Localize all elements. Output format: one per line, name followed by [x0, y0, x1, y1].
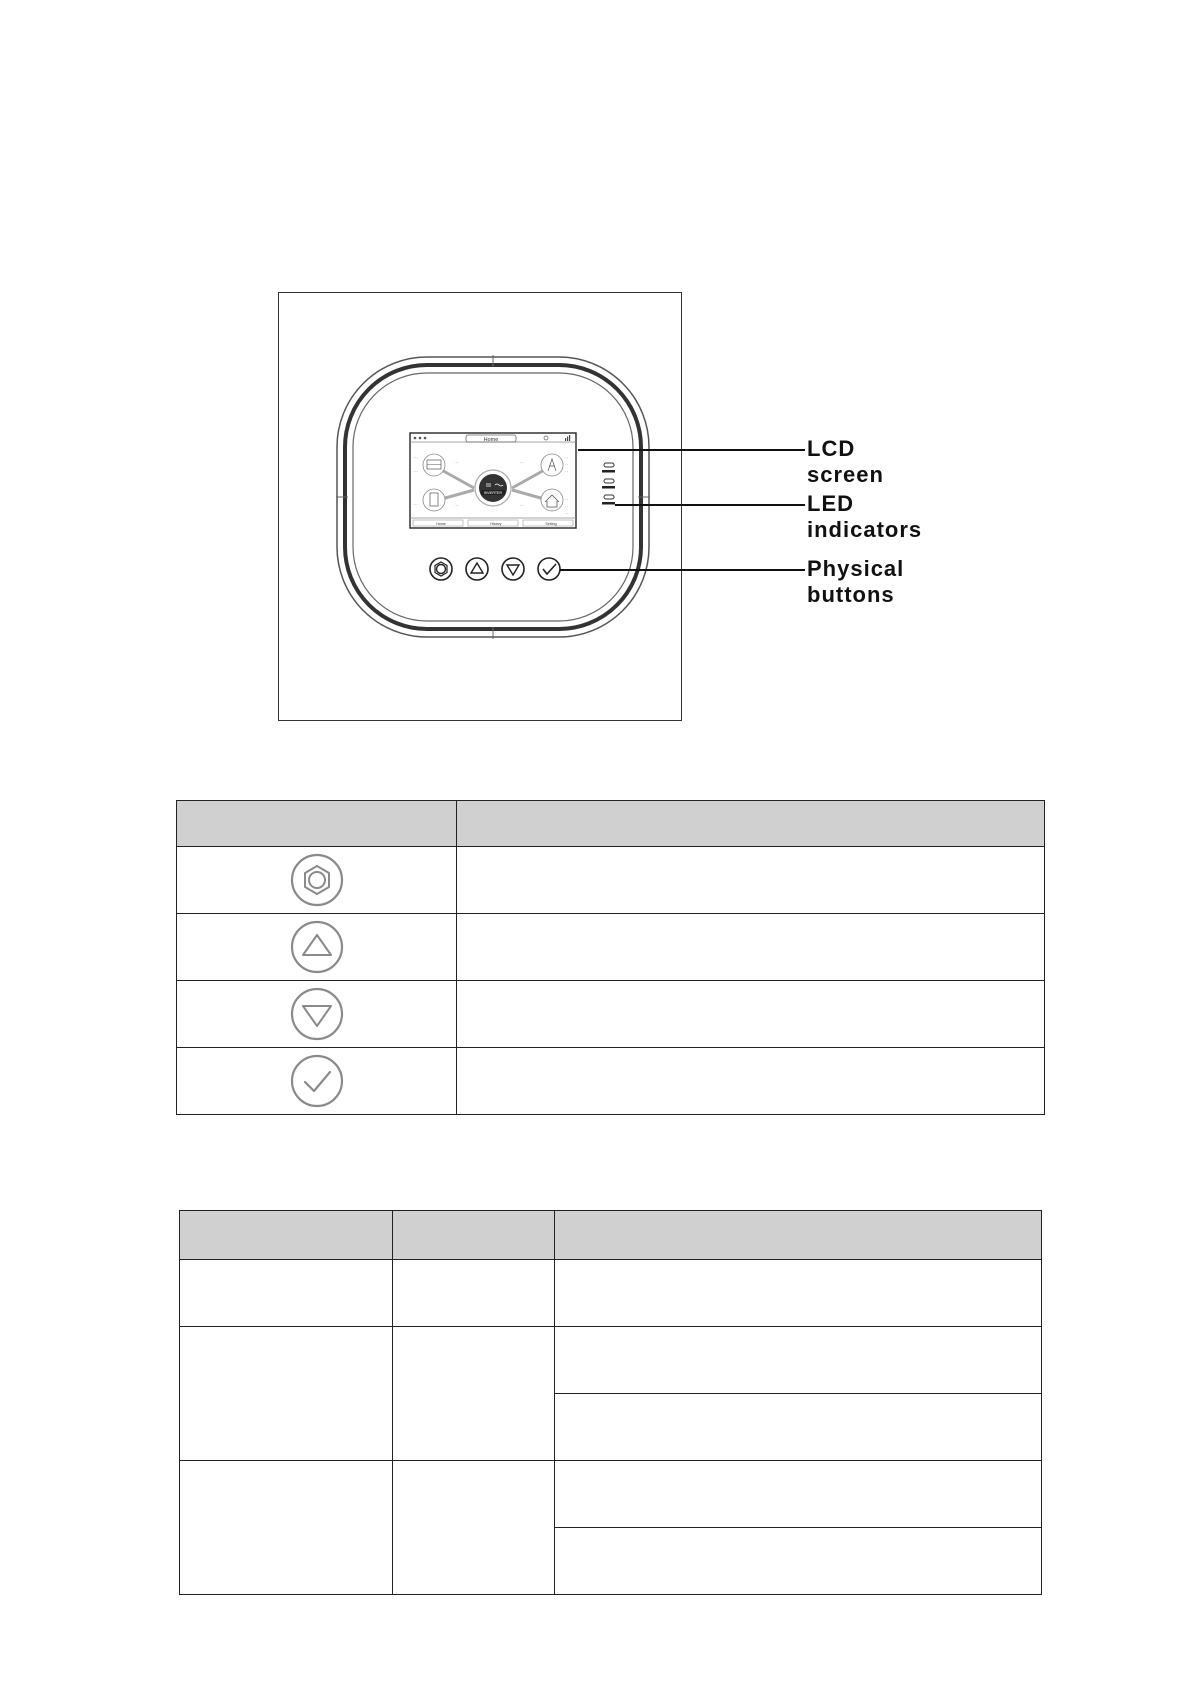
- led-indicators: [602, 463, 615, 505]
- table-row: [177, 914, 1045, 981]
- table-row: [180, 1260, 1042, 1327]
- button-description: [457, 847, 1045, 914]
- led-status-cell: [393, 1327, 555, 1461]
- physical-buttons: [430, 558, 560, 580]
- led-description-cell: [555, 1461, 1042, 1528]
- arrow-down-icon: [289, 986, 345, 1042]
- led-table-header-cell: [180, 1211, 393, 1260]
- table-row: [180, 1461, 1042, 1528]
- svg-text:- - -: - - -: [413, 455, 418, 459]
- led-name-cell: [180, 1327, 393, 1461]
- led-table-header-cell: [555, 1211, 1042, 1260]
- screen-tab-history: History: [490, 522, 502, 526]
- table-row: [177, 981, 1045, 1048]
- svg-text:- - -: - - -: [413, 469, 418, 473]
- device-up-button: [466, 558, 488, 580]
- check-icon: [289, 1053, 345, 1109]
- buttons-table-header-cell: [177, 801, 457, 847]
- grid-node-icon: [541, 454, 563, 476]
- svg-text:- -: - -: [565, 469, 568, 473]
- screen-inverter-label: INVERTER: [483, 491, 503, 495]
- lcd-callout-line2: screen: [807, 462, 884, 487]
- svg-text:- -: - -: [565, 504, 568, 508]
- home-node-icon: [541, 489, 563, 511]
- svg-text:- -: - -: [565, 462, 568, 466]
- buttons-table-header-cell: [457, 801, 1045, 847]
- svg-text:- - -: - - -: [454, 503, 459, 507]
- buttons-callout-line2: buttons: [807, 582, 895, 607]
- lcd-callout: [807, 436, 884, 488]
- svg-text:- -: - -: [565, 497, 568, 501]
- svg-text:- -: - -: [565, 511, 568, 515]
- battery-node-icon: [423, 489, 445, 511]
- lcd-callout-line1: LCD: [807, 436, 856, 461]
- led-name-cell: [180, 1260, 393, 1327]
- buttons-table: [176, 800, 1045, 1115]
- led-description-cell: [555, 1394, 1042, 1461]
- button-icon-cell: [177, 1048, 457, 1115]
- device-check-button: [538, 558, 560, 580]
- led-status-cell: [393, 1260, 555, 1327]
- table-row: [177, 847, 1045, 914]
- button-description: [457, 1048, 1045, 1115]
- led-description-cell: [555, 1260, 1042, 1327]
- led-callout-line1: LED: [807, 491, 854, 516]
- svg-text:- - -: - - -: [520, 460, 525, 464]
- led-name-cell: [180, 1461, 393, 1595]
- button-description: [457, 981, 1045, 1048]
- screen-tab-setting: Setting: [545, 522, 557, 526]
- device-illustration: [0, 0, 1191, 760]
- button-icon-cell: [177, 847, 457, 914]
- screen-title: Home: [483, 437, 499, 443]
- button-description: [457, 914, 1045, 981]
- led-table: [179, 1210, 1042, 1595]
- led-description-cell: [555, 1327, 1042, 1394]
- device-gear-button: [430, 558, 452, 580]
- svg-text:- - -: - - -: [413, 502, 418, 506]
- buttons-callout-line1: Physical: [807, 556, 905, 581]
- buttons-table-header: [177, 801, 1045, 847]
- screen-tab-home: Home: [436, 522, 446, 526]
- led-status-cell: [393, 1461, 555, 1595]
- led-callout: [807, 491, 922, 543]
- led-callout-line2: indicators: [807, 517, 923, 542]
- led-description-cell: [555, 1528, 1042, 1595]
- buttons-callout: [807, 556, 904, 608]
- device-down-button: [502, 558, 524, 580]
- svg-text:- - -: - - -: [520, 503, 525, 507]
- table-row: [177, 1048, 1045, 1115]
- lcd-screen: [410, 433, 576, 528]
- button-icon-cell: [177, 914, 457, 981]
- button-icon-cell: [177, 981, 457, 1048]
- arrow-up-icon: [289, 919, 345, 975]
- solar-node-icon: [423, 454, 445, 476]
- led-table-header-cell: [393, 1211, 555, 1260]
- svg-text:- - -: - - -: [454, 460, 459, 464]
- gear-icon: [289, 852, 345, 908]
- table-row: [180, 1327, 1042, 1394]
- led-table-header: [180, 1211, 1042, 1260]
- svg-text:- -: - -: [565, 455, 568, 459]
